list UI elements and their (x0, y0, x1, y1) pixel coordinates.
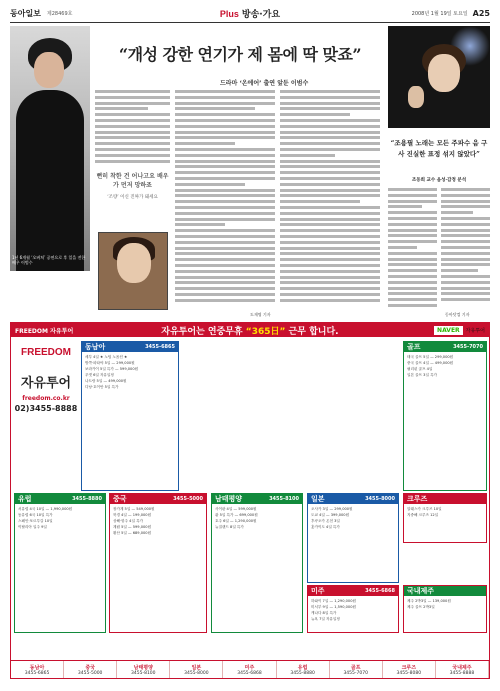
region-box (109, 493, 207, 633)
footer-contact (330, 661, 383, 678)
slogan-emphasis: “365日” (245, 326, 286, 337)
domestic-box (403, 585, 487, 633)
cruise-items (404, 504, 486, 520)
side-column-1 (388, 188, 437, 312)
photo-face (34, 52, 64, 88)
article-column-1 (175, 90, 275, 310)
tour-listing[interactable]: 필리핀 골프 4일 (407, 367, 433, 371)
tour-listing[interactable]: 캐나다 8일 특가 (311, 611, 337, 615)
singer-hand (408, 86, 424, 108)
logo-kr: 자유투어 (20, 376, 72, 391)
tour-listing[interactable]: 나트랑 5일 — 499,000원 (85, 379, 127, 383)
footer-contact (277, 661, 330, 678)
footer-contact-number: 3455-8080 (396, 671, 422, 676)
tour-listing[interactable]: 하와이 7일 — 1,290,000원 (311, 599, 356, 603)
tour-listing[interactable]: 홋카이도 4일 특가 (311, 525, 340, 529)
page-number: A25 (472, 8, 490, 18)
cruise-title: 크루즈 (407, 495, 428, 503)
region-items (110, 504, 206, 538)
section-label: 방송·가요 (241, 9, 281, 20)
region-phone: 3455-8000 (365, 496, 395, 502)
region-header[interactable] (82, 342, 178, 352)
region-header[interactable] (110, 494, 206, 504)
tour-listing[interactable]: 다낭·호이안 5일 특가 (85, 385, 119, 389)
article-reporter: 도재명 기자 (250, 312, 271, 317)
article-byline: 드라마 ‘온에어’ 출연 앞둔 이범수 (220, 80, 309, 87)
domestic-items (404, 596, 486, 612)
tour-listing[interactable]: 뉴욕 7일 자유일정 (311, 617, 340, 621)
actor-photo (10, 26, 90, 271)
ad-banner (11, 323, 489, 337)
photo-caption: 1년 6개월 ‘오버쳐’ 공연으로 후 일을 전한 배우 이범수 (12, 254, 86, 265)
pull-quote-sub: ‘조량’ 이신 진짜가 돼세요 (107, 195, 158, 200)
side-headline: “조용필 노래는 모든 주파수 음 구사 진실한 표정 섞지 않았다” (390, 139, 488, 158)
footer-contact-number: 3455-8880 (290, 671, 315, 676)
tour-listing[interactable]: 제주 2박3일 — 139,000원 (407, 599, 451, 603)
pull-quote (95, 172, 170, 222)
slogan-post: 근무 합니다. (288, 326, 339, 337)
region-phone: 3455-6865 (145, 344, 175, 350)
region-box (403, 341, 487, 491)
tour-listing[interactable]: 이탈리아 일주 9일 (18, 525, 47, 529)
travel-advertisement (10, 322, 490, 679)
region-phone: 3455-8880 (72, 496, 102, 502)
cruise-box (403, 493, 487, 543)
page-header (10, 6, 490, 20)
footer-contact (170, 661, 223, 678)
region-phone: 3455-7070 (453, 344, 483, 350)
region-items (212, 504, 302, 532)
region-box (14, 493, 106, 633)
logo-en: FREEDOM (21, 347, 71, 358)
region-title: 유럽 (18, 495, 32, 503)
tour-listing[interactable]: 방콕·파타야 5일 — 299,000원 (85, 361, 135, 365)
footer-contact-title: 동남아 (29, 665, 45, 671)
singer-photo (388, 26, 490, 128)
article-column-2 (280, 90, 380, 310)
naver-logo: NAVER (434, 326, 463, 335)
side-subhead: 조동희 교수 음성·감정 분석 (411, 178, 467, 183)
region-header[interactable] (308, 494, 398, 504)
tour-listing[interactable]: 사이판 4일 — 599,000원 (215, 507, 257, 511)
region-title: 동남아 (85, 343, 106, 351)
ad-brand: FREEDOM 자유투어 (15, 327, 74, 335)
tour-listing[interactable]: 세부 4일 ★ 노팁 노옵션 ★ (85, 355, 128, 359)
issue-number: 제28469호 (46, 10, 73, 17)
tour-listing[interactable]: 태국 골프 5일 — 299,000원 (407, 355, 454, 359)
ad-footer (11, 660, 489, 678)
region-items (404, 352, 486, 380)
region-items (308, 596, 398, 624)
region-title: 남태평양 (215, 495, 243, 503)
tour-listing[interactable]: 중국 골프 4일 — 499,000원 (407, 361, 454, 365)
region-items (82, 352, 178, 392)
footer-contact (11, 661, 64, 678)
tour-listing[interactable]: 계림 5일 — 599,000원 (113, 525, 152, 529)
footer-contact-title: 유럽 (297, 665, 308, 671)
tour-listing[interactable]: 오사카 3일 — 299,000원 (311, 507, 353, 511)
pull-quote-text: 뻔히 착한 건 어나고요 배우가 먼저 망하죠 (96, 173, 169, 189)
region-box (211, 493, 303, 633)
footer-contact-number: 3455-5000 (77, 671, 103, 676)
region-title: 일본 (311, 495, 325, 503)
tour-listing[interactable]: 동유럽 6국 10일 특가 (18, 513, 53, 517)
tour-listing[interactable]: 일본 골프 3일 특가 (407, 373, 438, 377)
naver-search-label: 자유투어 (465, 327, 485, 334)
region-phone: 3455-5000 (173, 496, 203, 502)
region-items (308, 504, 398, 532)
footer-contact-number: 3455-6868 (237, 671, 262, 676)
section-title (220, 7, 280, 20)
tour-listing[interactable]: 푸켓 6일 자유일정 (85, 373, 114, 377)
footer-contact-number: 3455-8000 (184, 671, 209, 676)
tour-listing[interactable]: 황산 5일 — 689,000원 (113, 531, 152, 535)
company-logo (14, 341, 78, 461)
tour-listing[interactable]: 스페인·포르투갈 10일 (18, 519, 53, 523)
footer-contact (223, 661, 276, 678)
region-box (307, 585, 399, 633)
tour-listing[interactable]: 도쿄 4일 — 399,000원 (311, 513, 350, 517)
tour-listing[interactable]: 호주 6일 — 1,290,000원 (215, 519, 257, 523)
tour-listing[interactable]: 제주 골프 2박3일 (407, 605, 435, 609)
tour-listing[interactable]: 지중해 크루즈 12일 (407, 513, 439, 517)
domestic-header (404, 586, 486, 596)
article-headline: “개성 강한 연기가 제 몸에 딱 맞죠” (118, 45, 362, 64)
region-title: 미주 (311, 587, 325, 595)
inset-photo (98, 232, 168, 310)
inset-photo-face (117, 243, 151, 283)
section-brand: Plus (219, 8, 239, 19)
region-box (81, 341, 179, 491)
footer-contact-number: 3455-8100 (131, 671, 156, 676)
footer-contact-title: 국내제주 (452, 665, 472, 671)
side-column-2 (441, 188, 490, 306)
article-column-lead (95, 90, 170, 168)
tour-listing[interactable]: 미서부 9일 — 1,590,000원 (311, 605, 356, 609)
tour-listing[interactable]: 후쿠오카 온천 3일 (311, 519, 340, 523)
newspaper-name: 동아일보 (10, 7, 41, 18)
tour-listing[interactable]: 괌 5일 특가 — 699,000원 (215, 513, 258, 517)
domestic-title: 국내제주 (407, 587, 435, 595)
singer-face (428, 54, 460, 92)
footer-contact-title: 남태평양 (133, 665, 153, 671)
region-header[interactable] (15, 494, 105, 504)
footer-contact-title: 중국 (85, 665, 95, 671)
tour-listing[interactable]: 보라카이 5일 특가 — 599,000원 (85, 367, 139, 371)
company-url[interactable]: freedom.co.kr (22, 395, 70, 402)
footer-contact-title: 미주 (244, 665, 255, 671)
tour-listing[interactable]: 서유럽 4국 10일 — 1,990,000원 (18, 507, 73, 511)
photo-figure (16, 90, 84, 271)
tour-listing[interactable]: 알래스카 크루즈 10일 (407, 507, 442, 511)
ad-slogan (161, 324, 338, 337)
region-header[interactable] (308, 586, 398, 596)
footer-contact-number: 3455-7070 (343, 671, 368, 676)
header-rule (10, 22, 490, 23)
region-phone: 3455-6868 (365, 588, 395, 594)
footer-contact-number: 3455-6865 (24, 671, 50, 676)
slogan-pre: 자유투어는 연중무휴 (161, 326, 243, 337)
footer-contact (117, 661, 170, 678)
region-phone: 3455-8100 (269, 496, 299, 502)
region-header[interactable] (404, 342, 486, 352)
cruise-header (404, 494, 486, 504)
region-box (307, 493, 399, 583)
tour-listing[interactable]: 장가계 5일 — 549,000원 (113, 507, 155, 511)
tour-listing[interactable]: 뉴질랜드 8일 특가 (215, 525, 244, 529)
region-title: 중국 (113, 495, 127, 503)
region-items (15, 504, 105, 532)
footer-contact (436, 661, 489, 678)
company-phone: 02)3455-8888 (14, 404, 78, 413)
tour-listing[interactable]: 북경 4일 — 199,000원 (113, 513, 152, 517)
region-title: 골프 (407, 343, 421, 351)
date: 2008년 1월 19일 토요일 (411, 10, 468, 17)
footer-contact-title: 일본 (191, 665, 202, 671)
tour-listing[interactable]: 상해·항주 4일 특가 (113, 519, 144, 523)
region-header[interactable] (212, 494, 302, 504)
footer-contact-title: 골프 (350, 665, 361, 671)
footer-contact (64, 661, 117, 678)
footer-contact (383, 661, 436, 678)
footer-contact-title: 크루즈 (401, 665, 417, 671)
side-reporter: 동아닷컴 기자 (445, 312, 470, 317)
footer-contact-number: 3455-8888 (449, 671, 475, 676)
